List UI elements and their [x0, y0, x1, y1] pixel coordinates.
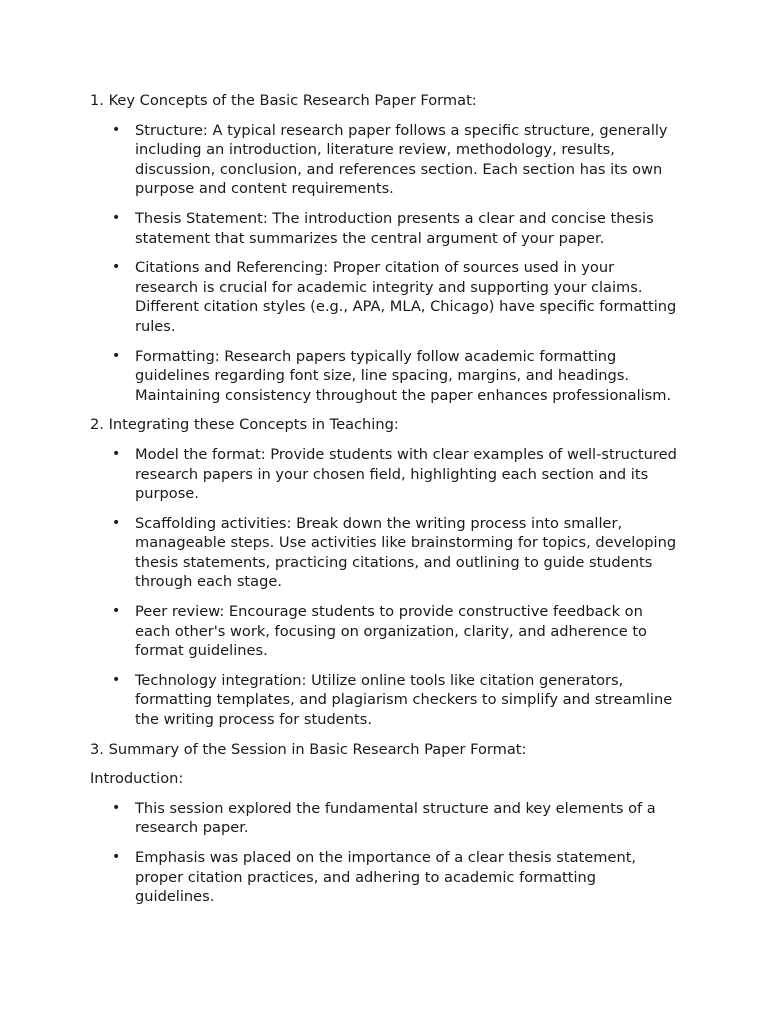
- bullet-icon: •: [112, 603, 121, 620]
- list-item-text: This session explored the fundamental structure and key elements of a research paper.: [135, 799, 656, 837]
- bullet-icon: •: [112, 799, 121, 816]
- section-2-heading: 2. Integrating these Concepts in Teaching:: [90, 416, 399, 434]
- section-3-list: [90, 799, 690, 907]
- list-item: [90, 602, 680, 661]
- section-1-list: [90, 121, 690, 406]
- list-item-text: Citations and Referencing: Proper citation of sources used in your research is crucial for academic integrity and supporting your claims. Different citation styles (e.g., APA, MLA, Chicago) have specific formatting rules.: [135, 259, 677, 335]
- list-item: [90, 209, 680, 248]
- list-item: [90, 848, 680, 907]
- bullet-icon: •: [112, 849, 121, 865]
- bullet-icon: •: [112, 445, 121, 462]
- bullet-icon: •: [112, 209, 121, 226]
- list-item-text: Scaffolding activities: Break down the writing process into smaller, manageable steps. Use activities like brainstorming for topics, developing thesis statements, practicing citations, and outlining to guide students through each stage.: [135, 514, 677, 591]
- list-item: [90, 514, 680, 592]
- list-item: [90, 347, 680, 406]
- bullet-icon: •: [112, 121, 121, 138]
- bullet-icon: •: [112, 671, 121, 688]
- list-item: [90, 799, 680, 838]
- section-3-subheading: Introduction:: [90, 770, 184, 788]
- list-item-text: Structure: A typical research paper follows a specific structure, generally including an introduction, literature review, methodology, results, discussion, conclusion, and references section. Each section has its own purpose and content requirements.: [135, 121, 668, 198]
- list-item: [90, 445, 680, 504]
- bullet-icon: •: [112, 514, 121, 531]
- list-item: [90, 671, 680, 730]
- section-3-heading: 3. Summary of the Session in Basic Research Paper Format:: [90, 740, 527, 758]
- list-item-text: Model the format: Provide students with clear examples of well-structured research papers in your chosen field, highlighting each section and its purpose.: [135, 445, 677, 503]
- list-item-text: Emphasis was placed on the importance of a clear thesis statement, proper citation practices, and adhering to academic formatting guidelines.: [135, 849, 637, 906]
- list-item-text: Technology integration: Utilize online tools like citation generators, formatting templates, and plagiarism checkers to simplify and streamline the writing process for students.: [135, 671, 673, 729]
- bullet-icon: •: [112, 259, 121, 276]
- section-1-heading: 1. Key Concepts of the Basic Research Paper Format:: [90, 92, 477, 109]
- section-2-list: [90, 445, 690, 730]
- list-item-text: Thesis Statement: The introduction presents a clear and concise thesis statement that summarizes the central argument of your paper.: [135, 209, 654, 247]
- document-page: [90, 91, 690, 917]
- bullet-icon: •: [112, 347, 121, 364]
- list-item: [90, 258, 680, 336]
- list-item: [90, 121, 680, 199]
- list-item-text: Formatting: Research papers typically follow academic formatting guidelines regarding font size, line spacing, margins, and headings. Maintaining consistency throughout the paper enhances professionalism.: [135, 347, 672, 404]
- list-item-text: Peer review: Encourage students to provide constructive feedback on each other's work, focusing on organization, clarity, and adherence to format guidelines.: [135, 603, 647, 660]
